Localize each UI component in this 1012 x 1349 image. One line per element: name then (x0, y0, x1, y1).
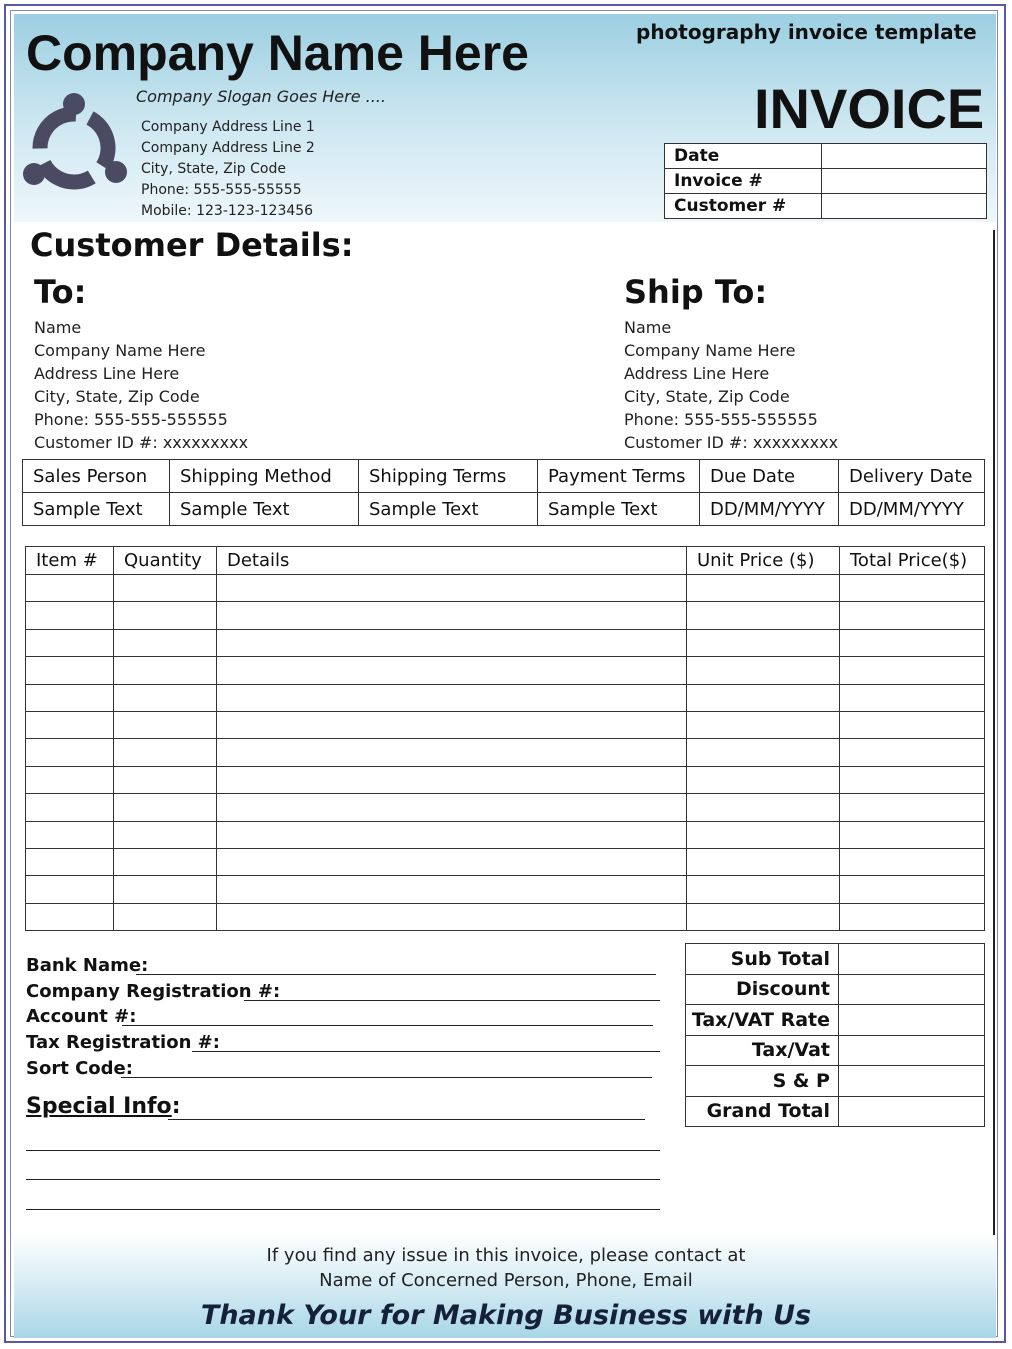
terms-table (22, 459, 985, 526)
table-cell[interactable] (687, 766, 840, 793)
subtotal-label: Sub Total (686, 944, 839, 975)
table-cell[interactable] (217, 657, 687, 684)
special-info-colon: : (171, 1094, 181, 1119)
special-info-label (26, 1094, 181, 1119)
terms-header-shipping-terms: Shipping Terms (359, 460, 538, 493)
table-cell[interactable] (114, 629, 217, 656)
table-cell[interactable] (687, 903, 840, 930)
table-cell[interactable] (114, 821, 217, 848)
company-address-line-2: Company Address Line 2 (141, 140, 315, 156)
table-row (26, 821, 985, 848)
table-cell[interactable] (840, 848, 985, 875)
ship-to-phone: Phone: 555-555-555555 (624, 410, 818, 429)
discount-value[interactable] (839, 974, 985, 1005)
table-cell[interactable] (217, 629, 687, 656)
table-cell[interactable] (840, 602, 985, 629)
table-cell[interactable] (687, 794, 840, 821)
table-cell[interactable] (840, 876, 985, 903)
table-cell[interactable] (840, 684, 985, 711)
table-cell[interactable] (114, 794, 217, 821)
ship-to-name: Name (624, 318, 672, 337)
table-cell[interactable] (217, 766, 687, 793)
thank-you-message: Thank Your for Making Business with Us (200, 1300, 812, 1331)
bill-to-address: Address Line Here (34, 364, 180, 383)
ship-to-address: Address Line Here (624, 364, 770, 383)
line-items-table (25, 546, 985, 931)
table-cell[interactable] (114, 657, 217, 684)
document-type-label: photography invoice template (636, 20, 977, 44)
bank-name-label: Bank Name: (26, 955, 149, 976)
discount-label: Discount (686, 974, 839, 1005)
company-logo-icon (20, 92, 132, 196)
table-row (26, 766, 985, 793)
customer-details-title: Customer Details: (30, 226, 354, 264)
company-name: Company Name Here (26, 25, 529, 81)
account-number-field[interactable] (122, 1025, 653, 1026)
table-row (26, 711, 985, 738)
terms-header-sales-person: Sales Person (23, 460, 170, 493)
table-row (26, 848, 985, 875)
table-cell[interactable] (114, 684, 217, 711)
table-cell[interactable] (26, 766, 114, 793)
table-cell[interactable] (687, 711, 840, 738)
items-header-total-price: Total Price($) (840, 547, 985, 575)
meta-value-customer-number[interactable] (822, 194, 987, 219)
bill-to-name: Name (34, 318, 82, 337)
table-cell[interactable] (840, 794, 985, 821)
table-cell[interactable] (26, 657, 114, 684)
subtotal-value[interactable] (839, 944, 985, 975)
terms-header-due-date: Due Date (700, 460, 839, 493)
shipping-packing-label: S & P (686, 1066, 839, 1097)
table-cell[interactable] (217, 821, 687, 848)
contact-notice-line-1: If you find any issue in this invoice, please contact at (266, 1245, 746, 1266)
table-cell[interactable] (840, 903, 985, 930)
table-cell[interactable] (687, 848, 840, 875)
tax-vat-value[interactable] (839, 1035, 985, 1066)
tax-vat-label: Tax/Vat (686, 1035, 839, 1066)
items-header-unit-price: Unit Price ($) (687, 547, 840, 575)
items-header-item-number: Item # (26, 547, 114, 575)
table-cell[interactable] (114, 575, 217, 602)
table-cell[interactable] (840, 821, 985, 848)
meta-value-date[interactable] (822, 144, 987, 169)
invoice-title: INVOICE (754, 77, 985, 140)
contact-notice-line-2: Name of Concerned Person, Phone, Email (319, 1270, 693, 1291)
table-row (26, 684, 985, 711)
table-cell[interactable] (687, 739, 840, 766)
table-cell[interactable] (687, 657, 840, 684)
table-cell[interactable] (840, 766, 985, 793)
table-cell[interactable] (26, 876, 114, 903)
table-cell[interactable] (217, 711, 687, 738)
special-info-line-4[interactable] (26, 1209, 660, 1210)
table-row (26, 794, 985, 821)
table-cell[interactable] (26, 848, 114, 875)
table-cell[interactable] (840, 575, 985, 602)
terms-value-shipping-terms[interactable]: Sample Text (359, 493, 538, 526)
terms-header-payment-terms: Payment Terms (538, 460, 700, 493)
table-cell[interactable] (840, 739, 985, 766)
table-cell[interactable] (217, 684, 687, 711)
meta-label-customer-number: Customer # (665, 194, 822, 219)
table-cell[interactable] (217, 848, 687, 875)
company-address-line-1: Company Address Line 1 (141, 119, 315, 135)
terms-value-payment-terms[interactable]: Sample Text (538, 493, 700, 526)
ship-to-customer-id: Customer ID #: xxxxxxxxx (624, 433, 839, 452)
table-cell[interactable] (26, 629, 114, 656)
table-row (26, 602, 985, 629)
terms-value-shipping-method[interactable]: Sample Text (170, 493, 359, 526)
table-row (26, 876, 985, 903)
table-cell[interactable] (687, 821, 840, 848)
table-cell[interactable] (687, 575, 840, 602)
terms-value-delivery-date[interactable]: DD/MM/YYYY (839, 493, 985, 526)
meta-label-invoice-number: Invoice # (665, 169, 822, 194)
items-header-quantity: Quantity (114, 547, 217, 575)
bill-to-company: Company Name Here (34, 341, 206, 360)
special-info-line-3[interactable] (26, 1179, 660, 1180)
table-cell[interactable] (26, 575, 114, 602)
table-cell[interactable] (114, 711, 217, 738)
table-cell[interactable] (687, 876, 840, 903)
table-cell[interactable] (26, 684, 114, 711)
sort-code-field[interactable] (121, 1077, 652, 1078)
company-city-state-zip: City, State, Zip Code (141, 161, 286, 177)
table-cell[interactable] (687, 684, 840, 711)
items-header-details: Details (217, 547, 687, 575)
terms-value-due-date[interactable]: DD/MM/YYYY (700, 493, 839, 526)
table-cell[interactable] (114, 766, 217, 793)
table-row (26, 657, 985, 684)
ship-to-company: Company Name Here (624, 341, 796, 360)
special-info-text: Special Info (26, 1094, 172, 1119)
table-cell[interactable] (114, 876, 217, 903)
totals-table (685, 943, 985, 1127)
tax-vat-rate-value[interactable] (839, 1005, 985, 1036)
company-registration-field[interactable] (244, 1000, 660, 1001)
table-cell[interactable] (26, 794, 114, 821)
table-cell[interactable] (217, 903, 687, 930)
table-row (26, 903, 985, 930)
bill-to-city: City, State, Zip Code (34, 387, 200, 406)
ship-to-heading: Ship To: (624, 273, 768, 311)
terms-header-delivery-date: Delivery Date (839, 460, 985, 493)
table-cell[interactable] (217, 739, 687, 766)
table-cell[interactable] (217, 794, 687, 821)
bill-to-phone: Phone: 555-555-555555 (34, 410, 228, 429)
table-cell[interactable] (26, 739, 114, 766)
table-cell[interactable] (114, 739, 217, 766)
bill-to-customer-id: Customer ID #: xxxxxxxxx (34, 433, 249, 452)
table-cell[interactable] (114, 602, 217, 629)
table-cell[interactable] (114, 848, 217, 875)
ship-to-city: City, State, Zip Code (624, 387, 790, 406)
grand-total-value[interactable] (839, 1096, 985, 1127)
right-edge-rule (993, 230, 995, 1235)
sort-code-label: Sort Code: (26, 1058, 133, 1079)
terms-header-shipping-method: Shipping Method (170, 460, 359, 493)
bill-to-heading: To: (34, 273, 87, 311)
table-cell[interactable] (840, 657, 985, 684)
table-cell[interactable] (217, 876, 687, 903)
bank-name-field[interactable] (136, 974, 656, 975)
special-info-line-2[interactable] (26, 1150, 660, 1151)
tax-vat-rate-label: Tax/VAT Rate (686, 1005, 839, 1036)
company-phone: Phone: 555-555-55555 (141, 182, 302, 198)
special-info-line-1[interactable] (168, 1119, 645, 1120)
meta-value-invoice-number[interactable] (822, 169, 987, 194)
invoice-meta-table (664, 143, 987, 219)
table-cell[interactable] (114, 903, 217, 930)
company-mobile: Mobile: 123-123-123456 (141, 203, 314, 219)
table-cell[interactable] (840, 629, 985, 656)
company-registration-label: Company Registration #: (26, 981, 281, 1002)
tax-registration-label: Tax Registration #: (26, 1032, 220, 1053)
table-cell[interactable] (217, 575, 687, 602)
table-cell[interactable] (687, 602, 840, 629)
table-row (26, 575, 985, 602)
table-row (26, 629, 985, 656)
table-cell[interactable] (26, 711, 114, 738)
table-cell[interactable] (26, 821, 114, 848)
shipping-packing-value[interactable] (839, 1066, 985, 1097)
table-cell[interactable] (26, 602, 114, 629)
terms-value-sales-person[interactable]: Sample Text (23, 493, 170, 526)
table-cell[interactable] (217, 602, 687, 629)
table-row (26, 739, 985, 766)
tax-registration-field[interactable] (192, 1051, 660, 1052)
table-cell[interactable] (26, 903, 114, 930)
account-number-label: Account #: (26, 1006, 137, 1027)
table-cell[interactable] (840, 711, 985, 738)
grand-total-label: Grand Total (686, 1096, 839, 1127)
company-slogan: Company Slogan Goes Here .... (136, 87, 386, 106)
table-cell[interactable] (687, 629, 840, 656)
meta-label-date: Date (665, 144, 822, 169)
